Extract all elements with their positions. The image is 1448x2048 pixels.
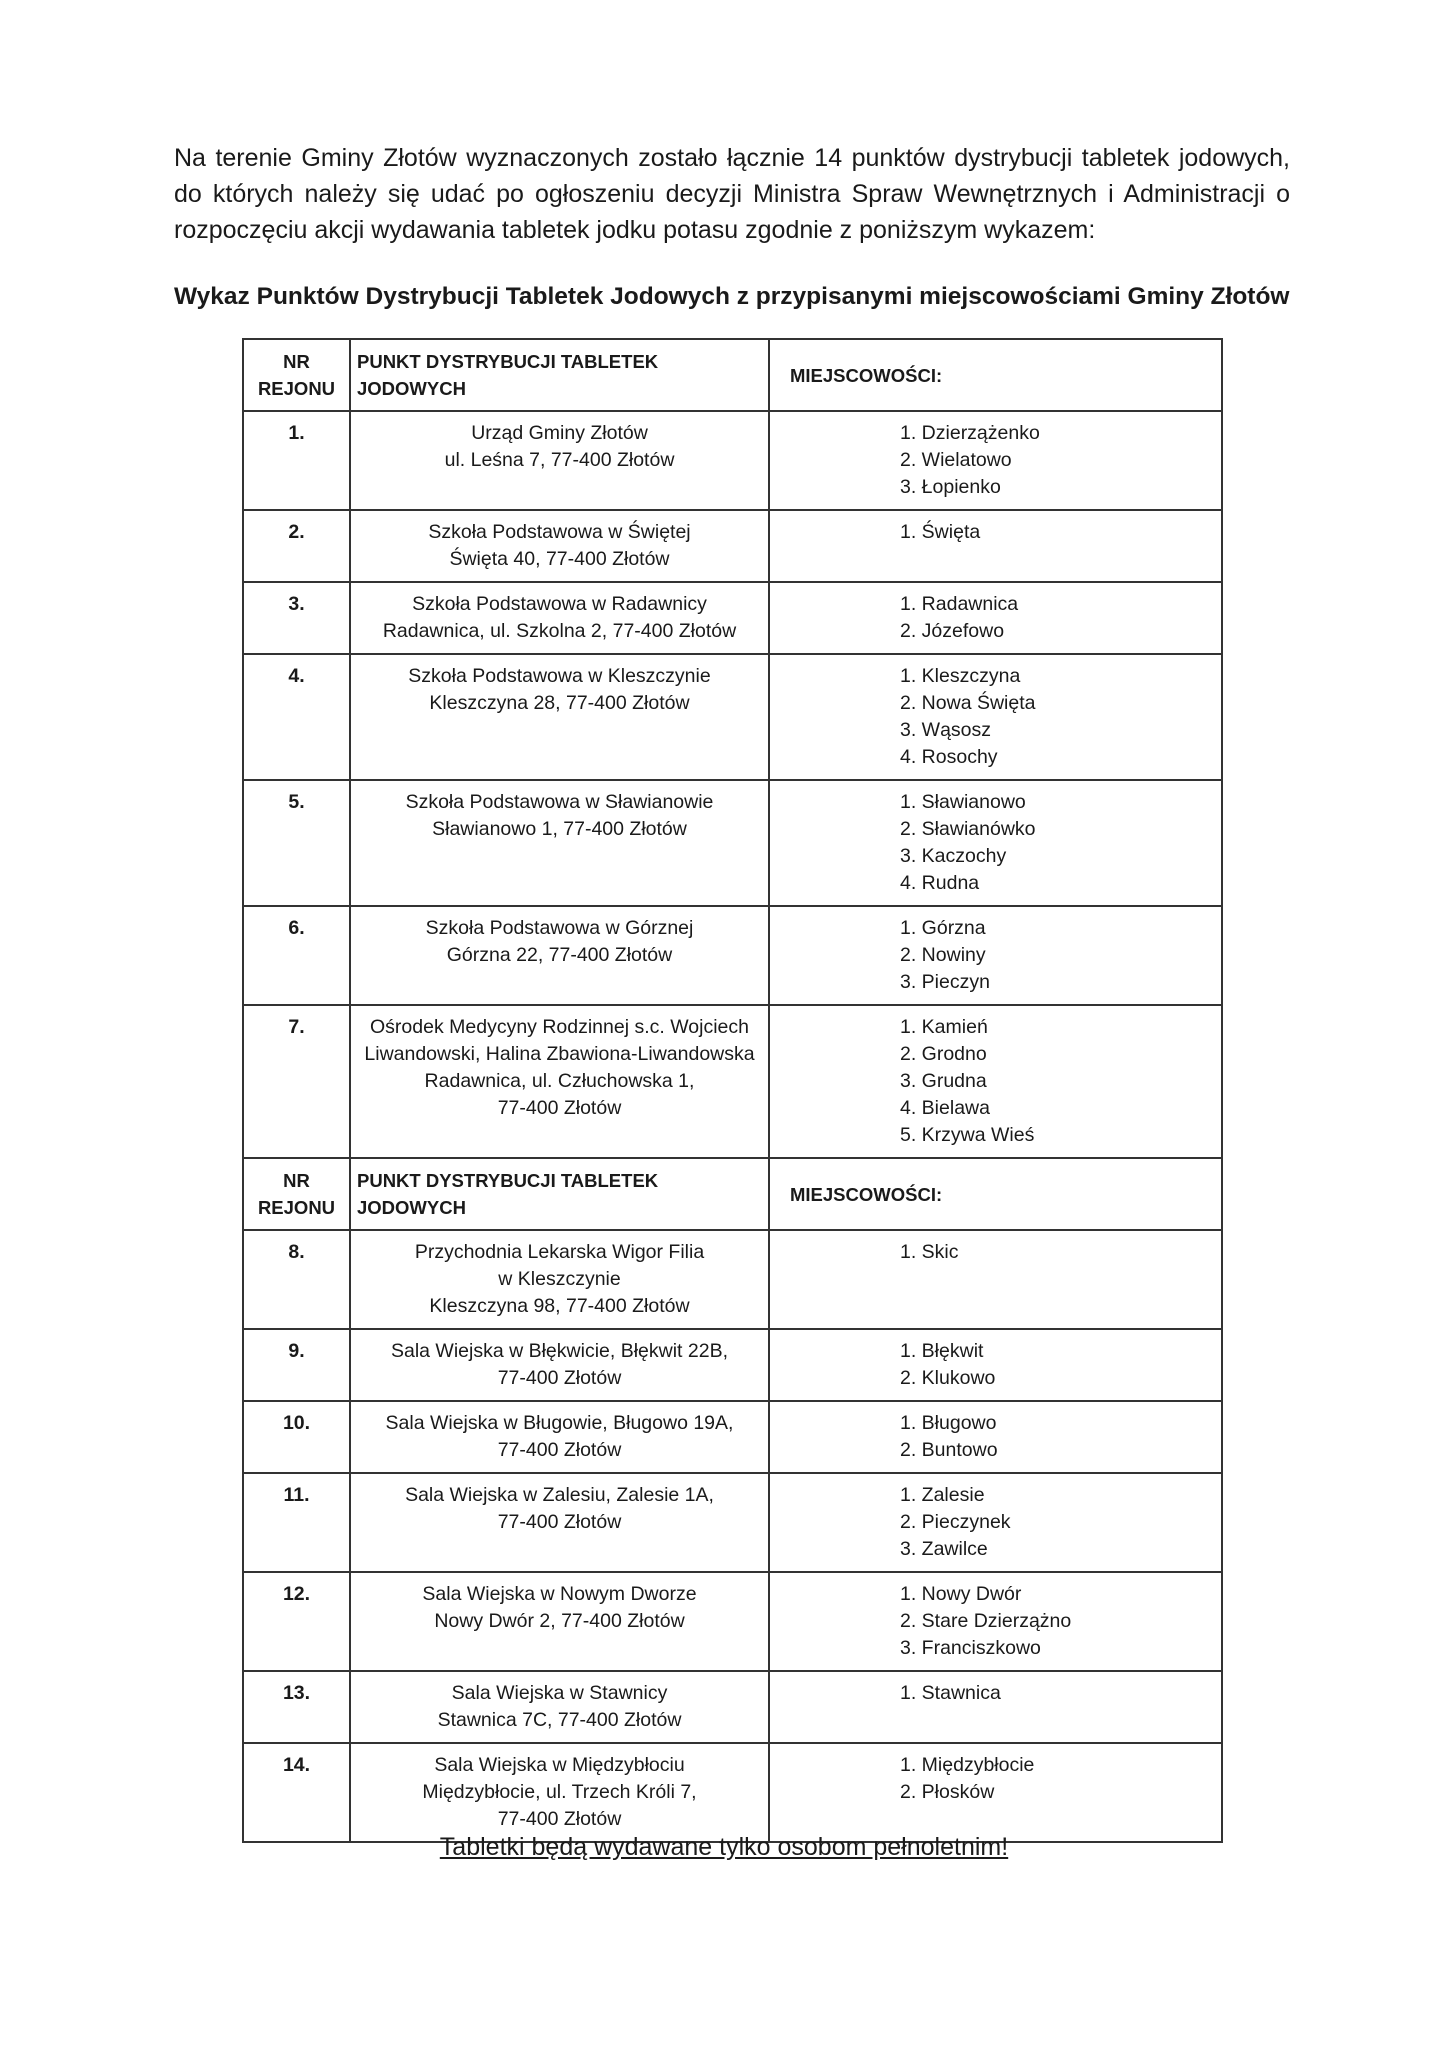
point-line: Szkoła Podstawowa w Sławianowie [405,791,714,813]
row-places [769,1329,1222,1401]
place-item: 2. Wielatowo [900,449,1012,471]
point-line: Urząd Gminy Złotów [471,422,648,444]
row-point [350,1743,769,1842]
header-places: MIEJSCOWOŚCI: [769,339,1222,411]
row-number: 13. [243,1671,350,1743]
point-line: Kleszczyna 28, 77-400 Złotów [429,692,690,714]
place-item: 1. Kleszczyna [900,665,1021,687]
place-item: 1. Dzierzążenko [900,422,1040,444]
place-item: 1. Błękwit [900,1340,984,1362]
place-item: 5. Krzywa Wieś [900,1124,1035,1146]
row-number: 10. [243,1401,350,1473]
point-line: Liwandowski, Halina Zbawiona-Liwandowska [364,1043,755,1065]
point-line: Radawnica, ul. Szkolna 2, 77-400 Złotów [382,620,737,642]
row-places [769,582,1222,654]
table-row [243,780,1222,906]
row-places [769,1572,1222,1671]
place-item: 1. Kamień [900,1016,988,1038]
point-line: Ośrodek Medycyny Rodzinnej s.c. Wojciech [370,1016,749,1038]
place-item: 2. Klukowo [900,1367,996,1389]
header-nr-line: NR [283,1170,310,1191]
distribution-table [242,338,1223,1843]
point-line: 77-400 Złotów [497,1808,622,1830]
point-line: Sławianowo 1, 77-400 Złotów [432,818,687,840]
row-point [350,906,769,1005]
point-line: Sala Wiejska w Bługowie, Bługowo 19A, [385,1412,734,1434]
row-places [769,1401,1222,1473]
row-number: 12. [243,1572,350,1671]
place-item: 3. Kaczochy [900,845,1007,867]
place-item: 1. Radawnica [900,593,1019,615]
place-item: 2. Płosków [900,1781,995,1803]
row-number: 5. [243,780,350,906]
table-row [243,906,1222,1005]
header-places: MIEJSCOWOŚCI: [769,1158,1222,1230]
row-places [769,906,1222,1005]
place-item: 4. Bielawa [900,1097,990,1119]
point-line: Święta 40, 77-400 Złotów [449,548,670,570]
row-number: 8. [243,1230,350,1329]
point-line: Radawnica, ul. Człuchowska 1, [424,1070,695,1092]
table-row [243,510,1222,582]
place-item: 3. Zawilce [900,1538,988,1560]
place-item: 1. Skic [900,1241,959,1263]
point-line: Sala Wiejska w Stawnicy [451,1682,668,1704]
header-rejonu-line: REJONU [257,1197,336,1218]
table-row [243,1401,1222,1473]
table-row [243,1743,1222,1842]
footer-notice: Tabletki będą wydawane tylko osobom pełnoletnim! [439,1833,1009,1861]
point-line: Międzybłocie, ul. Trzech Króli 7, [422,1781,697,1803]
table-row [243,654,1222,780]
row-point [350,1572,769,1671]
row-number: 6. [243,906,350,1005]
header-point: PUNKT DYSTRYBUCJI TABLETEK JODOWYCH [350,339,769,411]
row-point [350,1329,769,1401]
table-row [243,1473,1222,1572]
place-item: 4. Rudna [900,872,980,894]
header-point: PUNKT DYSTRYBUCJI TABLETEK JODOWYCH [350,1158,769,1230]
point-line: Kleszczyna 98, 77-400 Złotów [429,1295,690,1317]
row-point [350,1401,769,1473]
place-item: 2. Józefowo [900,620,1005,642]
row-point [350,1005,769,1158]
place-item: 1. Górzna [900,917,986,939]
row-number: 11. [243,1473,350,1572]
row-number: 9. [243,1329,350,1401]
place-item: 3. Wąsosz [900,719,992,741]
point-line: Sala Wiejska w Nowym Dworze [422,1583,697,1605]
place-item: 1. Nowy Dwór [900,1583,1022,1605]
row-places [769,654,1222,780]
table-row [243,582,1222,654]
point-line: Szkoła Podstawowa w Górznej [425,917,694,939]
row-point [350,1671,769,1743]
row-number: 4. [243,654,350,780]
place-item: 2. Nowiny [900,944,986,966]
point-line: Górzna 22, 77-400 Złotów [446,944,673,966]
row-point [350,780,769,906]
table-heading: Wykaz Punktów Dystrybucji Tabletek Jodowych z przypisanymi miejscowościami Gminy Złotów [174,283,1290,310]
point-line: Sala Wiejska w Błękwicie, Błękwit 22B, [390,1340,729,1362]
distribution-table-body [243,339,1222,1842]
row-places [769,510,1222,582]
point-line: 77-400 Złotów [497,1511,622,1533]
table-header-row [243,1158,1222,1230]
row-point [350,510,769,582]
place-item: 3. Grudna [900,1070,987,1092]
place-item: 2. Grodno [900,1043,987,1065]
point-line: Szkoła Podstawowa w Świętej [428,521,691,543]
table-row [243,1671,1222,1743]
point-line: Szkoła Podstawowa w Radawnicy [412,593,707,615]
place-item: 1. Międzybłocie [900,1754,1035,1776]
point-line: 77-400 Złotów [497,1097,622,1119]
table-row [243,411,1222,510]
row-places [769,1743,1222,1842]
row-places [769,1671,1222,1743]
point-line: Nowy Dwór 2, 77-400 Złotów [434,1610,685,1632]
row-point [350,1473,769,1572]
place-item: 3. Franciszkowo [900,1637,1041,1659]
row-number: 3. [243,582,350,654]
row-places [769,1473,1222,1572]
row-number: 1. [243,411,350,510]
point-line: 77-400 Złotów [497,1367,622,1389]
place-item: 2. Sławianówko [900,818,1036,840]
row-number: 7. [243,1005,350,1158]
row-places [769,1230,1222,1329]
point-line: Szkoła Podstawowa w Kleszczynie [408,665,711,687]
header-nr-rejonu [243,339,350,411]
table-row [243,1230,1222,1329]
row-point [350,654,769,780]
table-row [243,1005,1222,1158]
point-line: w Kleszczynie [498,1268,621,1290]
place-item: 2. Buntowo [900,1439,998,1461]
table-row [243,1572,1222,1671]
row-places [769,1005,1222,1158]
place-item: 1. Bługowo [900,1412,997,1434]
row-number: 14. [243,1743,350,1842]
place-item: 1. Stawnica [900,1682,1001,1704]
row-point [350,582,769,654]
place-item: 2. Nowa Święta [900,692,1036,714]
point-line: Sala Wiejska w Zalesiu, Zalesie 1A, [405,1484,714,1506]
place-item: 4. Rosochy [900,746,998,768]
point-line: 77-400 Złotów [497,1439,622,1461]
header-rejonu-line: REJONU [257,378,336,399]
place-item: 1. Zalesie [900,1484,985,1506]
row-places [769,411,1222,510]
point-line: Przychodnia Lekarska Wigor Filia [414,1241,705,1263]
point-line: ul. Leśna 7, 77-400 Złotów [444,449,675,471]
place-item: 2. Pieczynek [900,1511,1011,1533]
intro-paragraph: Na terenie Gminy Złotów wyznaczonych zostało łącznie 14 punktów dystrybucji tabletek jodowych, do których należy się udać po ogłoszeniu decyzji Ministra Spraw Wewnętrznych i Administracji o rozpoczęciu akcji wydawania tabletek jodku potasu zgodnie z poniższym wykazem: [174,144,1290,244]
row-point [350,1230,769,1329]
place-item: 2. Stare Dzierzążno [900,1610,1072,1632]
row-number: 2. [243,510,350,582]
row-point [350,411,769,510]
point-line: Sala Wiejska w Międzybłociu [434,1754,685,1776]
place-item: 3. Pieczyn [900,971,990,993]
point-line: Stawnica 7C, 77-400 Złotów [437,1709,682,1731]
place-item: 1. Sławianowo [900,791,1026,813]
place-item: 3. Łopienko [900,476,1001,498]
place-item: 1. Święta [900,521,981,543]
header-nr-rejonu [243,1158,350,1230]
header-nr-line: NR [283,351,310,372]
table-row [243,1329,1222,1401]
row-places [769,780,1222,906]
table-header-row [243,339,1222,411]
